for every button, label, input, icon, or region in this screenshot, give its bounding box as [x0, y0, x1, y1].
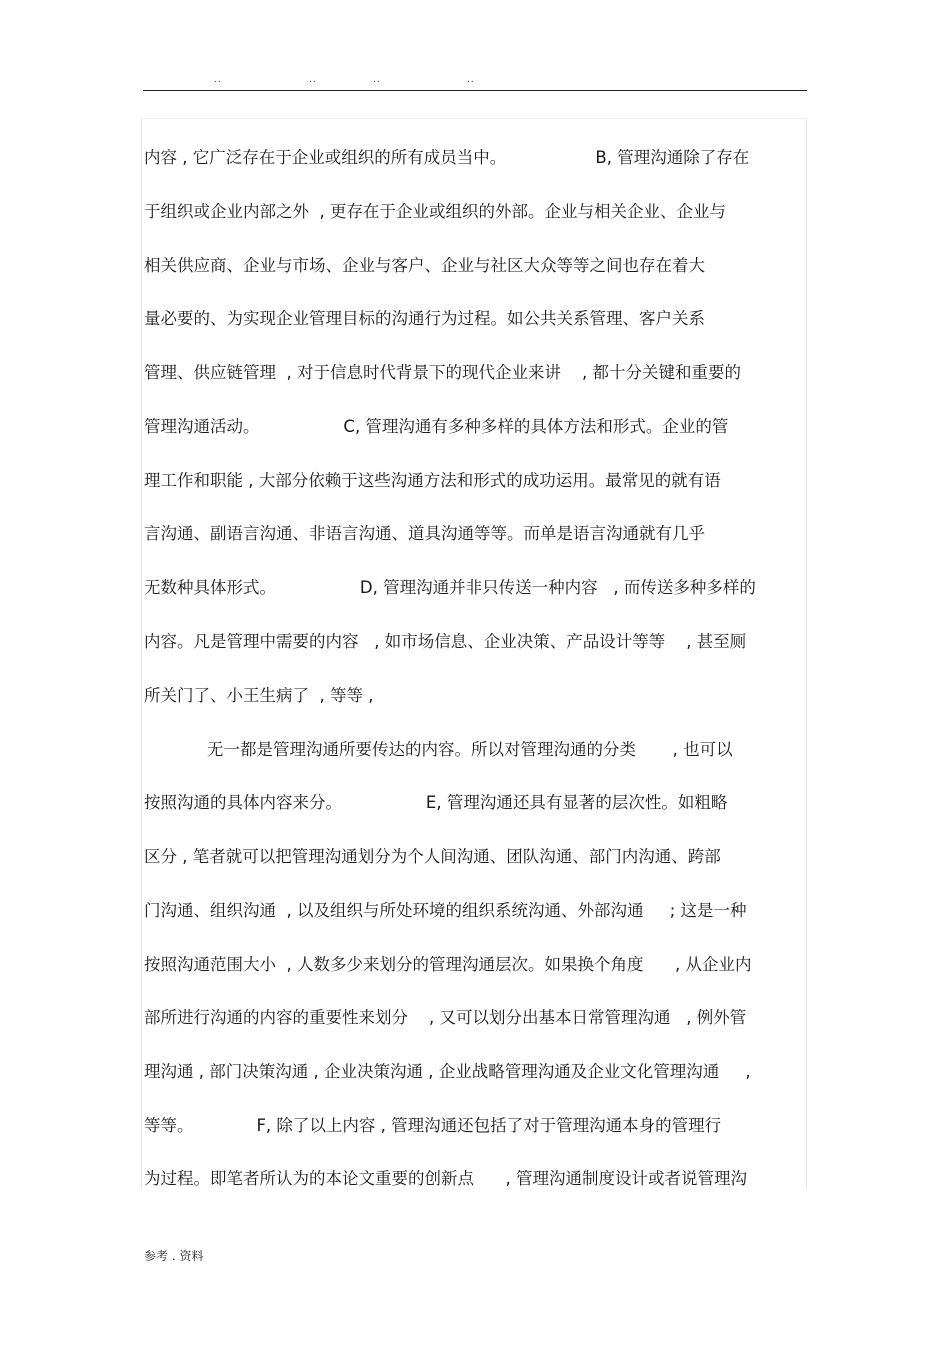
header-mark: .. [309, 75, 317, 85]
text-line: 为过程。即笔者所认为的本论文重要的创新点 , 管理沟通制度设计或者说管理沟 [144, 1169, 747, 1188]
text-line: 门沟通、组织沟通 , 以及组织与所处环境的组织系统沟通、外部沟通 ; 这是一种 [144, 901, 747, 920]
text-line: 管理、供应链管理 , 对于信息时代背景下的现代企业来讲 , 都十分关键和重要的 [144, 363, 741, 382]
text-line: 等等。 F, 除了以上内容 , 管理沟通还包括了对于管理沟通本身的管理行 [144, 1116, 722, 1135]
text-line: 内容 , 它广泛存在于企业或组织的所有成员当中。 B, 管理沟通除了存在 [144, 148, 750, 167]
text-line: 量必要的、为实现企业管理目标的沟通行为过程。如公共关系管理、客户关系 [144, 309, 705, 328]
header-mark: .. [214, 75, 222, 85]
text-line: 按照沟通的具体内容来分。 E, 管理沟通还具有显著的层次性。如粗略 [144, 793, 728, 812]
header-marks [0, 74, 950, 86]
text-line: 部所进行沟通的内容的重要性来划分 , 又可以划分出基本日常管理沟通 , 例外管 [144, 1008, 747, 1027]
header-rule [143, 90, 807, 91]
text-line: 相关供应商、企业与市场、企业与客户、企业与社区大众等等之间也存在着大 [144, 256, 705, 275]
text-line: 区分 , 笔者就可以把管理沟通划分为个人间沟通、团队沟通、部门内沟通、跨部 [144, 847, 721, 866]
text-line: 理沟通 , 部门决策沟通 , 企业决策沟通 , 企业战略管理沟通及企业文化管理沟通 , [144, 1062, 751, 1081]
text-line: 所关门了、小王生病了 , 等等 , [144, 686, 374, 705]
header-mark: .. [467, 75, 475, 85]
text-line: 于组织或企业内部之外 , 更存在于企业或组织的外部。企业与相关企业、企业与 [144, 202, 726, 221]
text-line: 无数种具体形式。 D, 管理沟通并非只传送一种内容 , 而传送多种多样的 [144, 578, 756, 597]
text-line: 理工作和职能 , 大部分依赖于这些沟通方法和形式的成功运用。最常见的就有语 [144, 471, 721, 490]
text-line: 言沟通、副语言沟通、非语言沟通、道具沟通等等。而单是语言沟通就有几乎 [144, 524, 705, 543]
text-line: 无一都是管理沟通所要传达的内容。所以对管理沟通的分类 , 也可以 [144, 740, 733, 759]
text-line: 管理沟通活动。 C, 管理沟通有多种多样的具体方法和形式。企业的管 [144, 417, 729, 436]
header-mark: .. [373, 75, 381, 85]
text-line: 内容。凡是管理中需要的内容 , 如市场信息、企业决策、产品设计等等 , 甚至厕 [144, 632, 747, 651]
text-line: 按照沟通范围大小 , 人数多少来划分的管理沟通层次。如果换个角度 , 从企业内 [144, 955, 752, 974]
footer-note: 参考 . 资料 [144, 1249, 204, 1263]
